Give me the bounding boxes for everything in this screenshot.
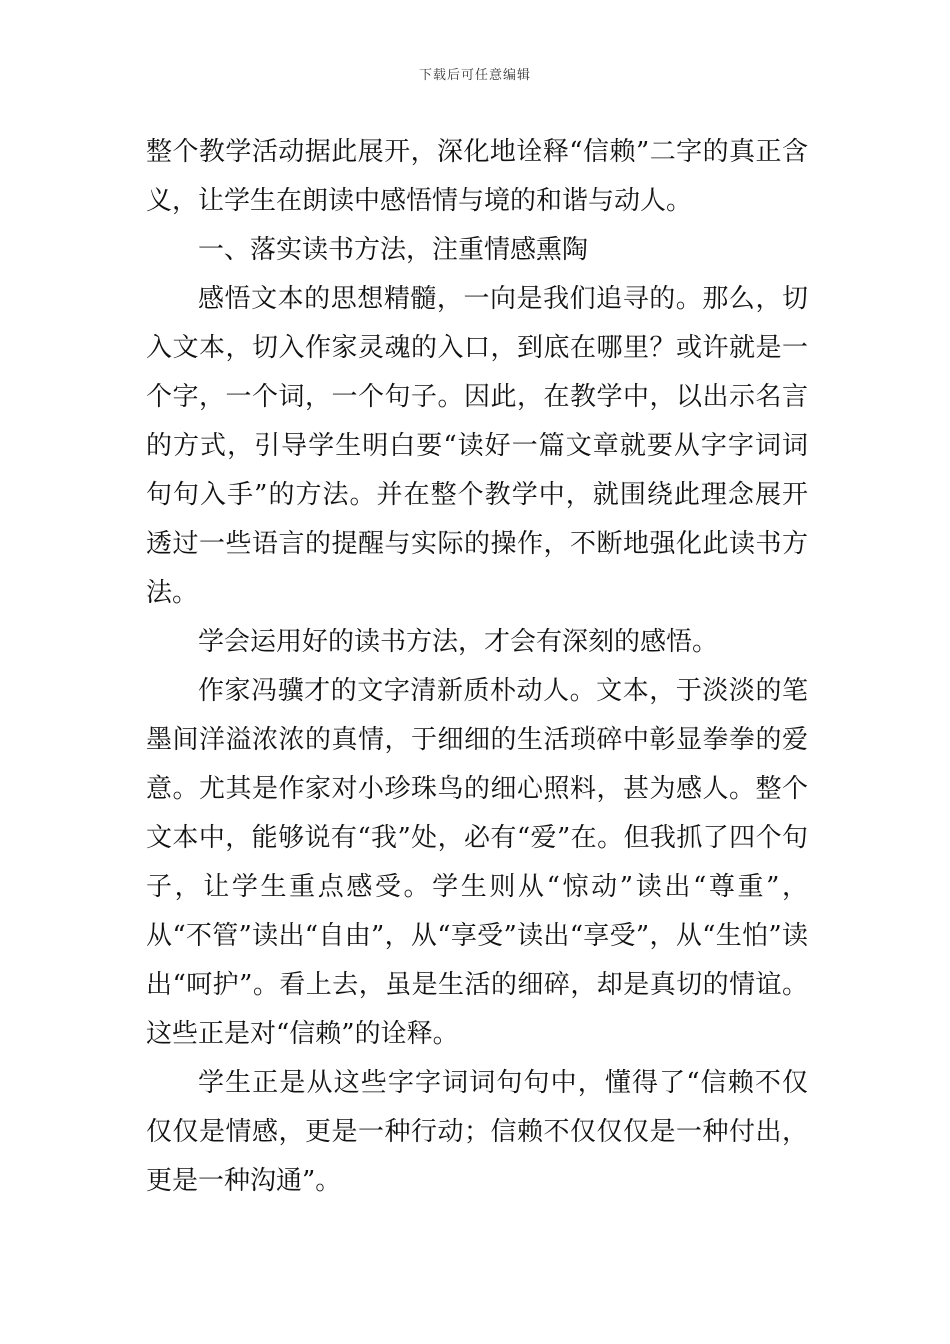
paragraph: 整个教学活动据此展开，深化地诠释“信赖”二字的真正含义，让学生在朗读中感悟情与境的和谐与动人。 <box>146 137 808 216</box>
paragraph: 学会运用好的读书方法，才会有深刻的感悟。 <box>198 627 719 657</box>
paragraph: 作家冯骥才的文字清新质朴动人。文本，于淡淡的笔墨间洋溢浓浓的真情，于细细的生活琐碎中彰显拳拳的爱意。尤其是作家对小珍珠鸟的细心照料，甚为感人。整个文本中，能够说有“我”处，必有“爱”在。但我抓了四个句子，让学生重点感受。学生则从“惊动”读出“尊重”，从“不管”读出“自由”，从“享受”读出“享受”，从“生怕”读出“呵护”。看上去，虽是生活的细碎，却是真切的情谊。这些正是对“信赖”的诠释。 <box>146 676 808 1049</box>
page-header: 下载后可任意编辑 <box>418 68 531 83</box>
section-heading: 一、落实读书方法，注重情感熏陶 <box>198 235 589 265</box>
document-body <box>146 128 808 1206</box>
paragraph: 学生正是从这些字字词词句句中，懂得了“信赖不仅仅仅是情感，更是一种行动；信赖不仅仅仅是一种付出，更是一种沟通”。 <box>146 1068 808 1196</box>
paragraph: 感悟文本的思想精髓，一向是我们追寻的。那么，切入文本，切入作家灵魂的入口，到底在哪里？或许就是一个字，一个词，一个句子。因此，在教学中，以出示名言的方式，引导学生明白要“读好一篇文章就要从字字词词句句入手”的方法。并在整个教学中，就围绕此理念展开透过一些语言的提醒与实际的操作，不断地强化此读书方法。 <box>146 284 808 608</box>
